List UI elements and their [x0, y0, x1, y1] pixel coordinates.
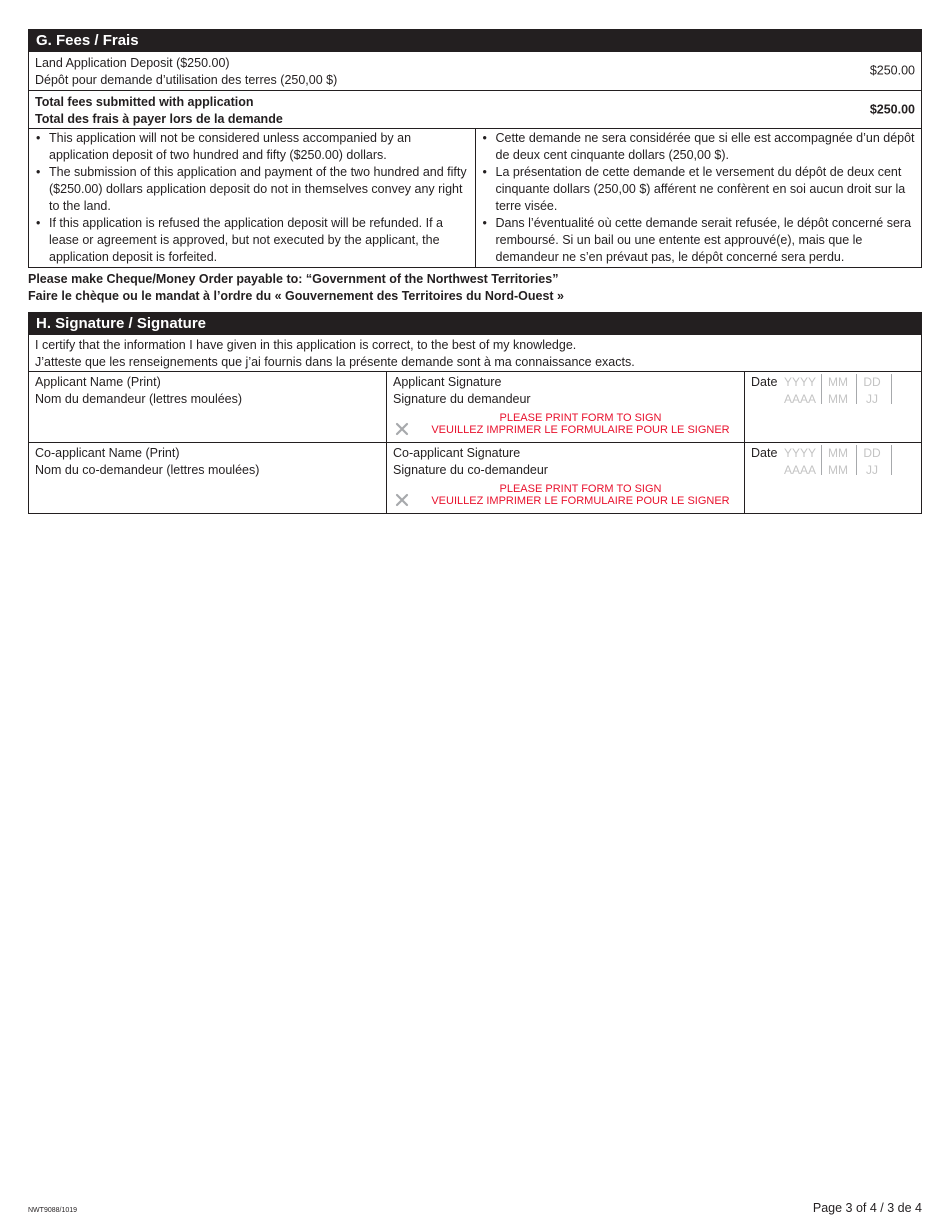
fee-notes-en [29, 129, 475, 267]
payable-en: Please make Cheque/Money Order payable to: “Government of the Northwest Territories” [28, 272, 559, 286]
co-applicant-name-label-en: Co-applicant Name (Print) [35, 446, 180, 460]
form-code: NWT9088/1019 [28, 1207, 78, 1214]
total-label-en: Total fees submitted with application [35, 95, 254, 109]
date-separator [856, 374, 857, 404]
print-warning-fr: VEUILLEZ IMPRIMER LE FORMULAIRE POUR LE SIGNER [431, 424, 730, 436]
co-applicant-signature-label-fr: Signature du co-demandeur [393, 463, 548, 477]
applicant-row [29, 372, 921, 443]
section-g-heading: G. Fees / Frais [28, 29, 922, 52]
section-h-heading: H. Signature / Signature [28, 312, 922, 335]
note-en-2: • The submission of this application and payment of the two hundred and fifty ($250.00) dollars application deposit do not in themselves convey any right to the land. [35, 164, 469, 215]
deposit-amount: $250.00 [869, 63, 915, 78]
date-year-en: YYYY [783, 375, 816, 389]
deposit-row [29, 52, 921, 91]
note-fr-3: • Dans l’éventualité où cette demande serait refusée, le dépôt concerné sera remboursé. Si un bail ou une entente est approuvé(e), mais que le demandeur ne s’en prévaut pas, le dépôt concerné sera perdu. [482, 215, 916, 266]
certify-en: I certify that the information I have given in this application is correct, to the best of my knowledge. [35, 338, 577, 352]
date-month-en[interactable]: MM [828, 446, 848, 460]
date-month-en[interactable]: MM [828, 375, 848, 389]
note-en-3: • If this application is refused the application deposit will be refunded. If a lease or agreement is approved, but not executed by the applicant, the application deposit is forfeited. [35, 215, 469, 266]
date-separator [891, 374, 892, 404]
section-h [28, 312, 922, 514]
applicant-name-label-fr: Nom du demandeur (lettres moulées) [35, 392, 243, 406]
print-warning-en: PLEASE PRINT FORM TO SIGN [499, 412, 662, 424]
date-separator [891, 445, 892, 475]
date-day-fr: JJ [866, 392, 878, 406]
payable-fr: Faire le chèque ou le mandat à l’ordre du « Gouvernement des Territoires du Nord-Ouest » [28, 289, 565, 303]
total-amount: $250.00 [869, 102, 915, 116]
print-warning-en: PLEASE PRINT FORM TO SIGN [499, 483, 662, 495]
print-warning [393, 412, 738, 436]
deposit-label-fr: Dépôt pour demande d’utilisation des terres (250,00 $) [35, 73, 338, 87]
note-fr-2: • La présentation de cette demande et le versement du dépôt de deux cent cinquante dollars (250,00 $) afférent ne confèrent en soi aucun droit sur la terre visée. [482, 164, 916, 215]
date-day-en[interactable]: DD [863, 446, 881, 460]
date-day-en[interactable]: DD [863, 375, 881, 389]
date-separator [856, 445, 857, 475]
date-month-fr: MM [828, 392, 848, 406]
date-year-fr: AAAA [783, 463, 816, 477]
date-grid [745, 443, 921, 477]
payable-instructions [28, 271, 564, 305]
co-applicant-name-field[interactable] [29, 443, 387, 513]
certification-row [29, 335, 921, 372]
certify-fr: J’atteste que les renseignements que j’ai fournis dans la présente demande sont à ma connaissance exacts. [35, 355, 635, 369]
co-applicant-date-field[interactable] [745, 443, 921, 513]
date-label: Date [751, 375, 778, 389]
date-year-en: YYYY [783, 446, 816, 460]
print-warning-fr: VEUILLEZ IMPRIMER LE FORMULAIRE POUR LE SIGNER [431, 495, 730, 507]
co-applicant-signature-label-en: Co-applicant Signature [393, 446, 521, 460]
applicant-signature-label-fr: Signature du demandeur [393, 392, 531, 406]
total-row [29, 91, 921, 129]
deposit-label-en: Land Application Deposit ($250.00) [35, 56, 230, 70]
fee-notes-fr [475, 129, 922, 267]
date-day-fr: JJ [866, 463, 878, 477]
co-applicant-signature-field[interactable] [387, 443, 745, 513]
print-warning [393, 483, 738, 507]
co-applicant-row [29, 443, 921, 513]
fee-notes [29, 129, 921, 267]
date-grid [745, 372, 921, 406]
date-label: Date [751, 446, 778, 460]
note-fr-1: • Cette demande ne sera considérée que si elle est accompagnée d’un dépôt de deux cent cinquante dollars (250,00 $). [482, 130, 916, 164]
applicant-signature-field[interactable] [387, 372, 745, 442]
date-year-fr: AAAA [783, 392, 816, 406]
applicant-name-field[interactable] [29, 372, 387, 442]
applicant-date-field[interactable] [745, 372, 921, 442]
co-applicant-name-label-fr: Nom du co-demandeur (lettres moulées) [35, 463, 260, 477]
note-en-1: • This application will not be considered unless accompanied by an application deposit of two hundred and fifty ($250.00) dollars. [35, 130, 469, 164]
date-separator [821, 374, 822, 404]
section-g [28, 29, 922, 268]
page-number: Page 3 of 4 / 3 de 4 [812, 1201, 922, 1215]
date-month-fr: MM [828, 463, 848, 477]
total-label-fr: Total des frais à payer lors de la demande [35, 112, 283, 126]
date-separator [821, 445, 822, 475]
applicant-signature-label-en: Applicant Signature [393, 375, 502, 389]
applicant-name-label-en: Applicant Name (Print) [35, 375, 161, 389]
